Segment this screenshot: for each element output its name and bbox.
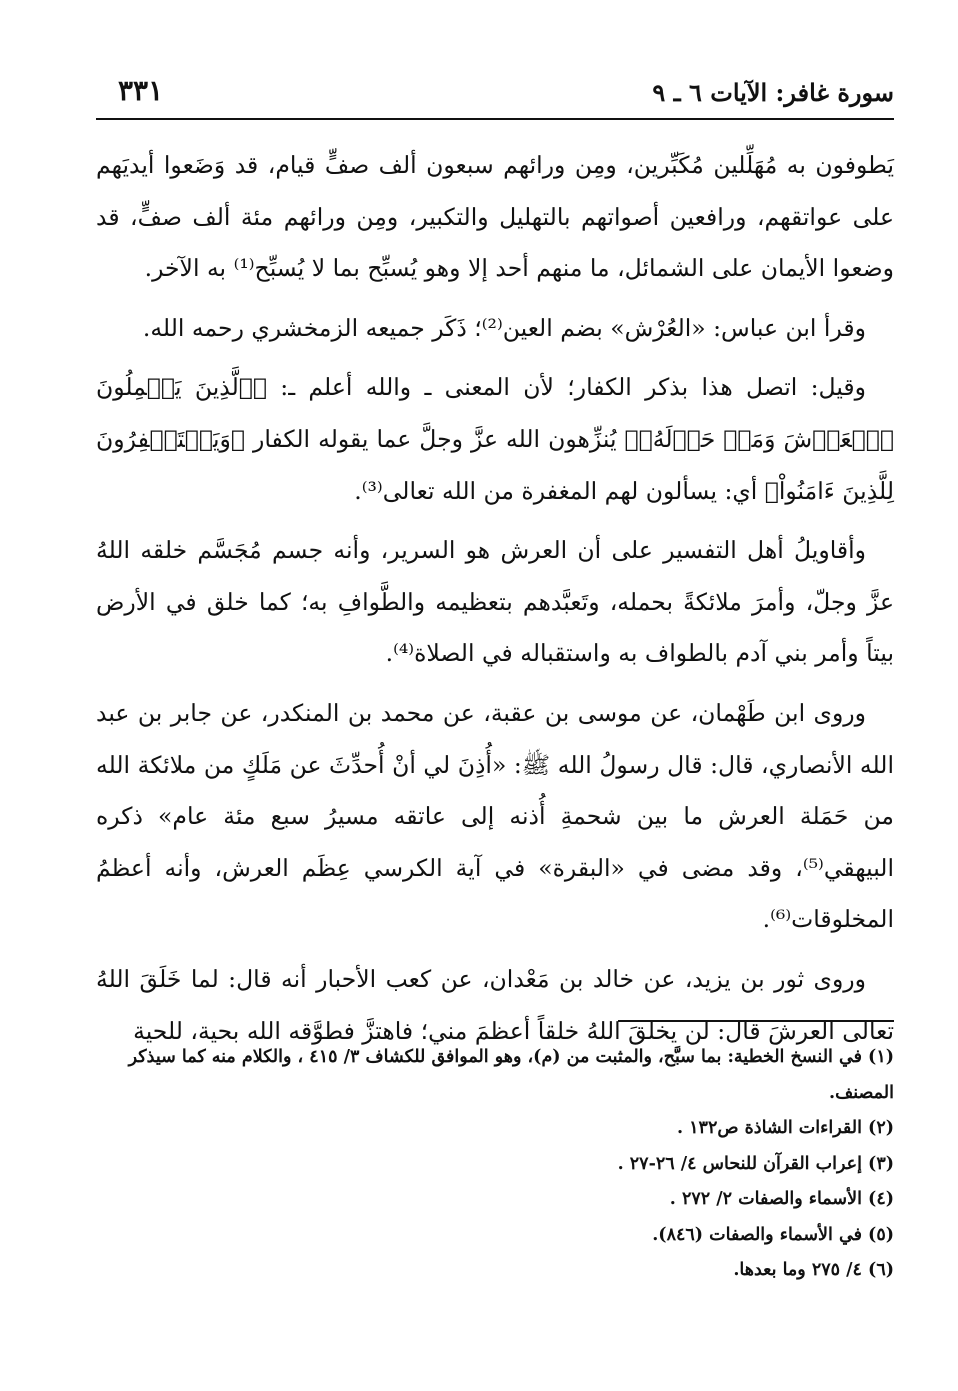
footnote-4: (٤) الأسماء والصفات ٢/ ٢٧٢ .	[669, 1189, 894, 1209]
main-text	[96, 140, 894, 1065]
footnote-2: (٢) القراءات الشاذة ص١٣٢ .	[676, 1118, 894, 1138]
footnote-separator	[618, 1020, 894, 1022]
footnote-5: (٥) في الأسماء والصفات (٨٤٦).	[652, 1224, 894, 1245]
footnote-6: (٦) ٤/ ٢٧٥ وما بعدها.	[733, 1260, 894, 1280]
footnote-1: (١) في النسخ الخطية: بما سبَّح، والمثبت من (م)، وهو الموافق للكشاف ٣/ ٤١٥ ، والكلام منه كما سيذكر المصنف.	[128, 1047, 894, 1103]
surah-title: سورة غافر: الآيات ٦ ـ ٩	[652, 78, 894, 107]
paragraph-4: وأقاويلُ أهل التفسير على أن العرش هو السرير، وأنه جسم مُجَسَّم خلقه اللهُ عزَّ وجلّ، وأمرَ ملائكةً بحمله، وتَعبَّدهم بتعظيمه والطَّوافِ به؛ كما خلق في الأرض بيتاً وأمر بني آدم بالطواف به واستقباله في الصلاة⁽⁴⁾.	[96, 536, 894, 668]
running-header	[96, 70, 894, 120]
paragraph-6: وروى ثور بن يزيد، عن خالد بن مَعْدان، عن كعب الأحبار أنه قال: لما خَلَقَ اللهُ تعالى العرشَ قال: لن يخلقَ اللهُ خلقاً أعظمَ مني؛ فاهتزَّ فطوَّقه الله بحية، للحية	[96, 964, 894, 1045]
footnote-3: (٣) إعراب القرآن للنحاس ٤/ ٢٦-٢٧ .	[617, 1153, 894, 1174]
paragraph-5: وروى ابن طَهْمان، عن موسى بن عقبة، عن محمد بن المنكدر، عن جابر بن عبد الله الأنصاري، قال: قال رسولُ الله ﷺ: «أُذِنَ لي أنْ أُحدِّثَ عن مَلَكٍ من ملائكة الله من حَمَلة العرش ما بين شحمةِ أُذنه إلى عاتقه مسيرُ سبع مئة عام» ذكره البيهقي⁽⁵⁾، وقد مضى في «البقرة» في آية الكرسي عِظَم العرش، وأنه أعظمُ المخلوقات⁽⁶⁾.	[96, 698, 894, 934]
paragraph-3: وقيل: اتصل هذا بذكر الكفار؛ لأن المعنى ـ والله أعلم ـ: ﴿ٱلَّذِينَ يَحۡمِلُونَ ٱلۡعَرۡشَ وَمَنۡ حَوۡلَهُۥ﴾ يُنزِّهون الله عزَّ وجلَّ عما يقوله الكفار ﴿وَيَسۡتَغۡفِرُونَ لِلَّذِينَ ءَامَنُواْ﴾ أي: يسألون لهم المغفرة من الله تعالى⁽³⁾.	[96, 373, 894, 505]
page-number: ٣٣١	[118, 74, 164, 107]
footnotes	[96, 1040, 894, 1289]
paragraph-1: يَطوفون به مُهَلِّلين مُكَبِّرين، ومِن ورائهم سبعون ألف صفٍّ قيام، قد وَضَعوا أيديَهم على عواتقهم، ورافعين أصواتهم بالتهليل والتكبير، ومِن ورائهم مئة ألف صفٍّ، قد وضعوا الأيمان على الشمائل، ما منهم أحد إلا وهو يُسبِّح بما لا يُسبِّح⁽¹⁾ به الآخر.	[96, 151, 894, 283]
paragraph-2: وقرأ ابن عباس: «العُرْش» بضم العين⁽²⁾؛ ذَكَر جميعه الزمخشري رحمه الله.	[142, 313, 866, 342]
